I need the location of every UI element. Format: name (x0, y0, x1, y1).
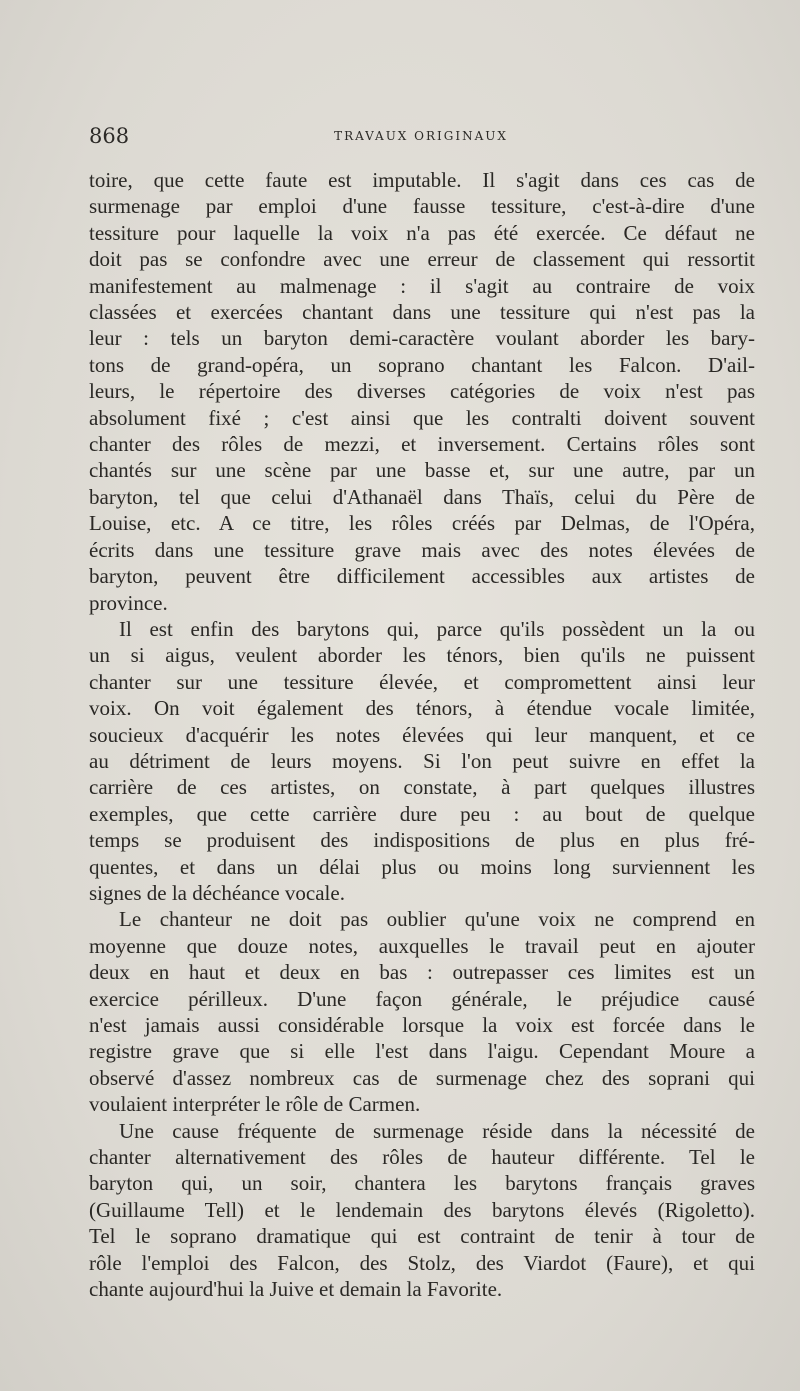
paragraph (89, 1118, 755, 1303)
text-line: chanter sur une tessiture élevée, et compromettent ainsi leur (89, 669, 755, 694)
text-line: écrits dans une tessiture grave mais avec des notes élevées de (89, 537, 755, 562)
text-line: un si aigus, veulent aborder les ténors, bien qu'ils ne puissent (89, 643, 755, 668)
text-line: deux en haut et deux en bas : outrepasser ces limites est un (89, 960, 755, 985)
text-line: quentes, et dans un délai plus ou moins long surviennent les (89, 854, 755, 879)
text-line: baryton, peuvent être difficilement accessibles aux artistes de (89, 564, 755, 589)
text-line: exercice périlleux. D'une façon générale, le préjudice causé (89, 986, 755, 1011)
text-line: registre grave que si elle l'est dans l'aigu. Cependant Moure a (89, 1039, 755, 1064)
text-line: leurs, le répertoire des diverses catégories de voix n'est pas (89, 379, 755, 404)
paragraph (89, 616, 755, 906)
text-line: Louise, etc. A ce titre, les rôles créés par Delmas, de l'Opéra, (89, 511, 755, 536)
text-line: chanter des rôles de mezzi, et inversement. Certains rôles sont (89, 432, 755, 457)
text-line: toire, que cette faute est imputable. Il s'agit dans ces cas de (89, 168, 755, 192)
text-line: baryton, tel que celui d'Athanaël dans Thaïs, celui du Père de (89, 484, 755, 509)
text-line: moyenne que douze notes, auxquelles le travail peut en ajouter (89, 933, 755, 958)
text-line: surmenage par emploi d'une fausse tessiture, c'est-à-dire d'une (89, 194, 755, 219)
text-line: leur : tels un baryton demi-caractère voulant aborder les bary- (89, 326, 755, 351)
text-line: carrière de ces artistes, on constate, à part quelques illustres (89, 775, 755, 800)
text-line: doit pas se confondre avec une erreur de classement qui ressortit (89, 247, 755, 272)
paragraph (89, 906, 755, 1117)
page-header (89, 124, 753, 154)
running-title: TRAVAUX ORIGINAUX (334, 129, 508, 143)
text-line: temps se produisent des indispositions de plus en plus fré- (89, 828, 755, 853)
text-line: classées et exercées chantant dans une tessiture qui n'est pas la (89, 300, 755, 325)
text-line: Le chanteur ne doit pas oublier qu'une voix ne comprend en (119, 907, 755, 932)
text-line: manifestement au malmenage : il s'agit au contraire de voix (89, 273, 755, 298)
text-line: voix. On voit également des ténors, à étendue vocale limitée, (89, 696, 755, 721)
text-line: tons de grand-opéra, un soprano chantant les Falcon. D'ail- (89, 352, 755, 377)
text-line: n'est jamais aussi considérable lorsque la voix est forcée dans le (89, 1013, 755, 1037)
text-line: province. (89, 590, 168, 615)
text-line: voulaient interpréter le rôle de Carmen. (89, 1092, 421, 1117)
text-line: Tel le soprano dramatique qui est contraint de tenir à tour de (89, 1224, 755, 1249)
text-line: baryton qui, un soir, chantera les barytons français graves (89, 1171, 755, 1196)
text-line: tessiture pour laquelle la voix n'a pas été exercée. Ce défaut ne (89, 220, 755, 245)
body-text (89, 167, 755, 1302)
text-line: chanter alternativement des rôles de hauteur différente. Tel le (89, 1145, 755, 1170)
text-line: chante aujourd'hui la Juive et demain la Favorite. (89, 1277, 503, 1302)
text-line: rôle l'emploi des Falcon, des Stolz, des Viardot (Faure), et qui (89, 1250, 755, 1275)
text-line: absolument fixé ; c'est ainsi que les contralti doivent souvent (89, 405, 755, 430)
text-line: chantés sur une scène par une basse et, sur une autre, par un (89, 458, 755, 483)
text-line: exemples, que cette carrière dure peu : au bout de quelque (89, 801, 755, 826)
paragraph (89, 167, 755, 616)
page-number: 868 (89, 124, 130, 148)
text-line: au détriment de leurs moyens. Si l'on peut suivre en effet la (89, 748, 755, 773)
text-line: (Guillaume Tell) et le lendemain des barytons élevés (Rigoletto). (89, 1197, 755, 1222)
text-line: observé d'assez nombreux cas de surmenage chez des soprani qui (89, 1065, 755, 1090)
text-line: Il est enfin des barytons qui, parce qu'ils possèdent un la ou (119, 616, 755, 641)
text-line: soucieux d'acquérir les notes élevées qui leur manquent, et ce (89, 722, 755, 747)
text-line: signes de la déchéance vocale. (89, 880, 345, 905)
text-line: Une cause fréquente de surmenage réside dans la nécessité de (119, 1118, 755, 1143)
